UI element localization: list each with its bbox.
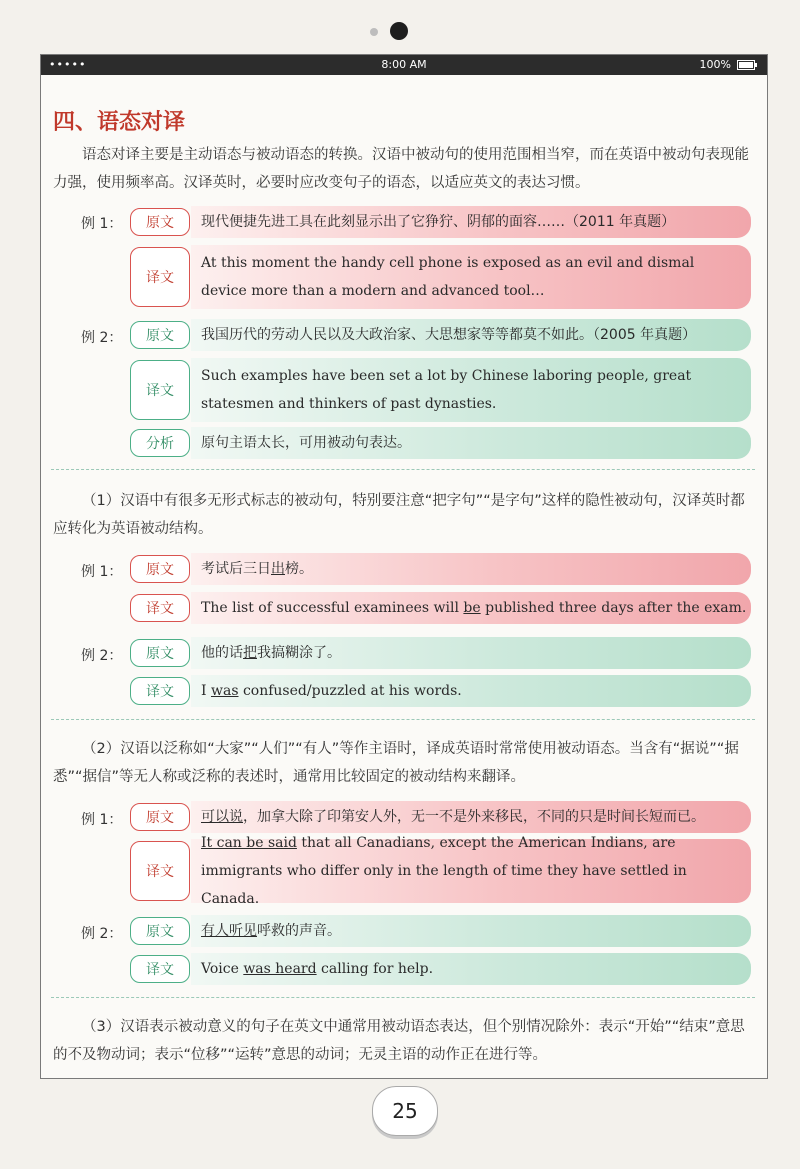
example-label: 例 2： <box>81 330 123 346</box>
source-tag: 原文 <box>130 321 190 349</box>
translation-text: The list of successful examinees will be published three days after the exam. <box>191 592 751 624</box>
point-3-paragraph: （3）汉语表示被动意义的句子在英文中通常用被动语态表达，但个别情况除外：表示“开始”“结束”意思的不及物动词；表示“位移”“运转”意思的动词；无灵主语的动作正在进行等。 <box>53 1019 745 1063</box>
analysis-text: 原句主语太长，可用被动句表达。 <box>191 427 751 459</box>
translation-text: Such examples have been set a lot by Chinese laboring people, great statesmen and thinkers of past dynasties. <box>191 358 751 422</box>
source-tag: 原文 <box>130 639 190 667</box>
divider <box>51 719 755 720</box>
source-text: 可以说 ，加拿大除了印第安人外，无一不是外来移民，不同的只是时间长短而已。 <box>191 801 751 833</box>
translation-tag: 译文 <box>130 955 190 983</box>
example-label: 例 2： <box>81 926 123 942</box>
source-tag: 原文 <box>130 803 190 831</box>
translation-tag: 译文 <box>130 247 190 307</box>
source-text: 有人听见 呼救的声音。 <box>191 915 751 947</box>
intro-paragraph: 语态对译主要是主动语态与被动语态的转换。汉语中被动句的使用范围相当窄，而在英语中被动句表现能力强，使用频率高。汉译英时，必要时应改变句子的语态，以适应英文的表达习惯。 <box>53 147 749 191</box>
battery-level: 100% <box>699 58 731 71</box>
point-1-paragraph: （1）汉语中有很多无形式标志的被动句，特别要注意“把字句”“是字句”这样的隐性被动句，汉译英时都应转化为英语被动结构。 <box>53 493 745 537</box>
source-text: 现代便捷先进工具在此刻显示出了它狰狞、阴郁的面容……（2011 年真题） <box>191 206 751 238</box>
example-label: 例 2： <box>81 648 123 664</box>
source-tag: 原文 <box>130 555 190 583</box>
analysis-tag: 分析 <box>130 429 190 457</box>
battery-icon <box>737 60 755 70</box>
source-text: 考试后三日 出 榜。 <box>191 553 751 585</box>
page-number: 25 <box>372 1086 438 1136</box>
section-heading: 四、语态对译 <box>53 110 186 135</box>
divider <box>51 997 755 998</box>
example-label: 例 1： <box>81 812 123 828</box>
source-text: 他的话 把 我搞糊涂了。 <box>191 637 751 669</box>
source-text: 我国历代的劳动人民以及大政治家、大思想家等等都莫不如此。（2005 年真题） <box>191 319 751 351</box>
status-time: 8:00 AM <box>381 58 427 71</box>
status-bar <box>41 55 767 75</box>
source-tag: 原文 <box>130 917 190 945</box>
translation-tag: 译文 <box>130 841 190 901</box>
translation-tag: 译文 <box>130 677 190 705</box>
translation-tag: 译文 <box>130 360 190 420</box>
signal-icon: ••••• <box>49 58 87 71</box>
translation-tag: 译文 <box>130 594 190 622</box>
translation-text: It can be said that all Canadians, except the American Indians, are immigrants who differ only in the length of time they have settled in Canada. <box>191 839 751 903</box>
example-label: 例 1： <box>81 564 123 580</box>
point-2-paragraph: （2）汉语以泛称如“大家”“人们”“有人”等作主语时，译成英语时常常使用被动语态。当含有“据说”“据悉”“据信”等无人称或泛称的表述时，通常用比较固定的被动结构来翻译。 <box>53 741 739 785</box>
page-dot-inactive[interactable] <box>370 28 378 36</box>
translation-text: At this moment the handy cell phone is exposed as an evil and dismal device more than a modern and advanced tool… <box>191 245 751 309</box>
page-dot-active[interactable] <box>390 22 408 40</box>
source-tag: 原文 <box>130 208 190 236</box>
translation-text: Voice was heard calling for help. <box>191 953 751 985</box>
tablet-frame <box>40 54 768 1079</box>
divider <box>51 469 755 470</box>
example-label: 例 1： <box>81 216 123 232</box>
translation-text: I was confused/puzzled at his words. <box>191 675 751 707</box>
